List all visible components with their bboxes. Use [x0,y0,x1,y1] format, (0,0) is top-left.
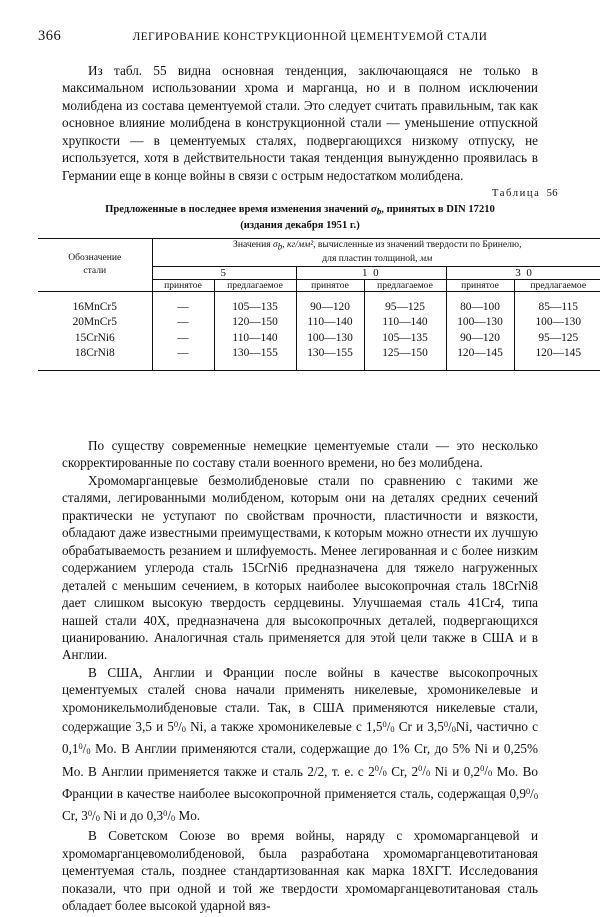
table-row [38,331,600,347]
data-table [38,238,600,371]
percent-symbol: $^0/_0$ [443,719,456,735]
sigma-symbol: σ [371,204,377,215]
paragraph-part: Ni, а также хромоникелевые с 1,5 [185,719,383,735]
cell-proposed-30: 85—115 [514,291,600,315]
steel-grade: 20MnCr5 [72,316,117,329]
paragraph [62,664,538,827]
span-header [152,239,600,266]
paragraph-part: Ni и до 0,3 [99,807,164,823]
cell-accepted-10: 90—120 [296,291,364,315]
span-header-line2-pre: для пластин толщиной, [322,253,420,265]
paragraph-part: Cr, 2 [386,763,419,779]
paragraph: По существу современные немецкие цементуемые стали — это несколько скорректированные по составу стали военного времени, но без молибдена. [62,438,538,471]
subheader-proposed-10: предлагаемое [364,279,446,291]
cell-proposed-5: 120—150 [214,315,296,331]
paragraph: В Советском Союзе во время войны, наряду с хромомарганцевой и хромомарганцевомолибденовой, была разработана хромомарганцевотитановая цементуемая сталь, позднее стандартизованная как марка 18ХГТ. Исследования показали, что при одной и той же твердости хромомарганцевотитановая сталь обладает более высокой ударной вяз- [62,828,538,914]
percent-symbol: $^0/_0$ [87,807,100,823]
paragraph: Из табл. 55 видна основная тенденция, заключающаяся не только в максимальном использовании хрома и марганца, но и в полном исключении молибдена из состава цементуемой стали. Это следует считать правильным, так как основное влияние молибдена в конструкционной стали — уменьшение отпускной хрупкости — в цементуемых сталях, подвергающихся низкому отпуску, не используется, хотя в действительности такая тенденция вынужденно проявилась в Германии еще в конце войны в связи с острым недостатком молибдена. [62,63,538,183]
page-number: 366 [38,28,62,44]
cell-proposed-10: 95—125 [364,291,446,315]
table-caption-pre: Предложенные в последнее время изменения значений [105,204,372,215]
table-head [38,239,600,291]
thickness-group-10: 1 0 [296,266,446,279]
table-row [38,346,600,370]
steel-grade: 18CrNi8 [38,346,152,370]
stub-header [38,239,152,291]
paragraph-part: Mo. Во Франции в качестве наиболее высокопрочной применяется сталь, содержащая 0,9 [62,763,538,801]
table-block [38,188,587,371]
subheader-accepted-30: принятое [446,279,514,291]
span-header-pre: Значения [233,239,274,251]
subheader-proposed-30: предлагаемое [514,279,600,291]
sigma-subscript: b [376,206,382,217]
subheader-accepted-5: принятое [152,279,214,291]
paragraph-part: Cr и 3,5 [394,719,444,735]
table-body [38,291,600,370]
steel-grade: 16MnCr5 [72,300,117,313]
percent-symbol: $^0/_0$ [525,785,538,801]
cell-accepted-5: — [152,331,214,347]
cell-accepted-10: 100—130 [296,331,364,347]
stub-header-line1: Обозначение [68,252,122,264]
percent-symbol: $^0/_0$ [382,719,395,735]
body-text-below-table [62,437,538,915]
cell-proposed-5: 105—135 [214,291,296,315]
body-text-above-table [62,62,538,184]
cell-accepted-5: — [152,291,214,315]
table-number-value: 56 [546,188,558,199]
sigma-subscript: b [277,241,283,252]
cell-proposed-5: 130—155 [214,346,296,370]
paragraph-part: Ni и 0,2 [430,763,481,779]
percent-symbol: $^0/_0$ [418,763,431,779]
cell-proposed-30: 100—130 [514,315,600,331]
paragraph-part: Ni, частично с 0,1 [62,719,538,757]
table-caption-post: , принятых в DIN 17210 [381,204,495,215]
percent-symbol: $^0/_0$ [163,807,176,823]
subheader-proposed-5: предлагаемое [214,279,296,291]
cell-proposed-30: 95—125 [514,331,600,347]
percent-symbol: $^0/_0$ [480,763,493,779]
span-header-line2-units: мм [419,253,433,265]
subheader-accepted-10: принятое [296,279,364,291]
cell-proposed-10: 125—150 [364,346,446,370]
thickness-group-30: 3 0 [446,266,600,279]
table-number-label: Таблица [491,188,541,199]
cell-proposed-5: 110—140 [214,331,296,347]
cell-proposed-30: 120—145 [514,346,600,370]
span-header-units: , кг/мм² [282,239,314,251]
table-number [38,188,562,199]
running-head [38,28,562,45]
paragraph-part: Mo. В Англии применяются стали, содержащие до 1% Cr, до 5% Ni и 0,25% Mo. В Англии применяется также и сталь 2/2, т. е. с 2 [62,741,538,779]
percent-symbol: $^0/_0$ [374,763,387,779]
percent-symbol: $^0/_0$ [78,741,91,757]
cell-accepted-5: — [152,346,214,370]
cell-accepted-5: — [152,315,214,331]
table-caption-line2: (издания декабря 1951 г.) [240,219,360,231]
paragraph: Хромомарганцевые безмолибденовые стали по сравнению с такими же сталями, легированными молибденом, которым они на деталях средних сечений практически не уступают по свойствам прочности, пластичности и вязкости, обладают даже известными преимуществами, к которым можно отнести их лучшую обрабатываемость резанием и шлифуемость. Менее легированная и с более низким содержанием углерода сталь 15CrNi6 предназначена для тяжело нагруженных деталей с меньшим сечением, в которых наиболее высокопрочная сталь 18CrNi8 дает слишком высокую твердость сердцевины. Улучшаемая сталь 41Cr4, типа нашей стали 40X, предназначена для высокопрочных деталей, подвергающихся цианированию. Аналогичная сталь применяется для этой цели также в США и в Англии. [62,472,538,663]
table-row [38,291,600,315]
percent-symbol: $^0/_0$ [173,719,186,735]
cell-accepted-30: 80—100 [446,291,514,315]
running-head-title: ЛЕГИРОВАНИЕ КОНСТРУКЦИОННОЙ ЦЕМЕНТУЕМОЙ СТАЛИ [132,31,488,43]
cell-proposed-10: 105—135 [364,331,446,347]
span-header-mid: , вычисленные из значений твердости по Бринелю, [313,239,522,251]
cell-accepted-30: 120—145 [446,346,514,370]
cell-accepted-30: 90—120 [446,331,514,347]
cell-accepted-10: 110—140 [296,315,364,331]
cell-accepted-10: 130—155 [296,346,364,370]
steel-grade: 15CrNi6 [74,331,115,344]
cell-accepted-30: 100—130 [446,315,514,331]
stub-header-line2: стали [83,264,107,276]
cell-proposed-10: 110—140 [364,315,446,331]
paragraph-part: Cr, 3 [62,807,88,823]
paragraph-part: Mo. [175,807,201,823]
table-caption [65,203,535,232]
thickness-group-5: 5 [152,266,296,279]
sigma-symbol: σ [273,239,278,251]
paragraph-part: В США, Англии и Франции после войны в качестве высокопрочных цементуемых сталей снова начали применять никелевые, хромоникелевые и хромоникельмолибденовые стали. Так, в США применяются никелевые стали, содержащие 3,5 и 5 [62,664,538,735]
table-row [38,315,600,331]
